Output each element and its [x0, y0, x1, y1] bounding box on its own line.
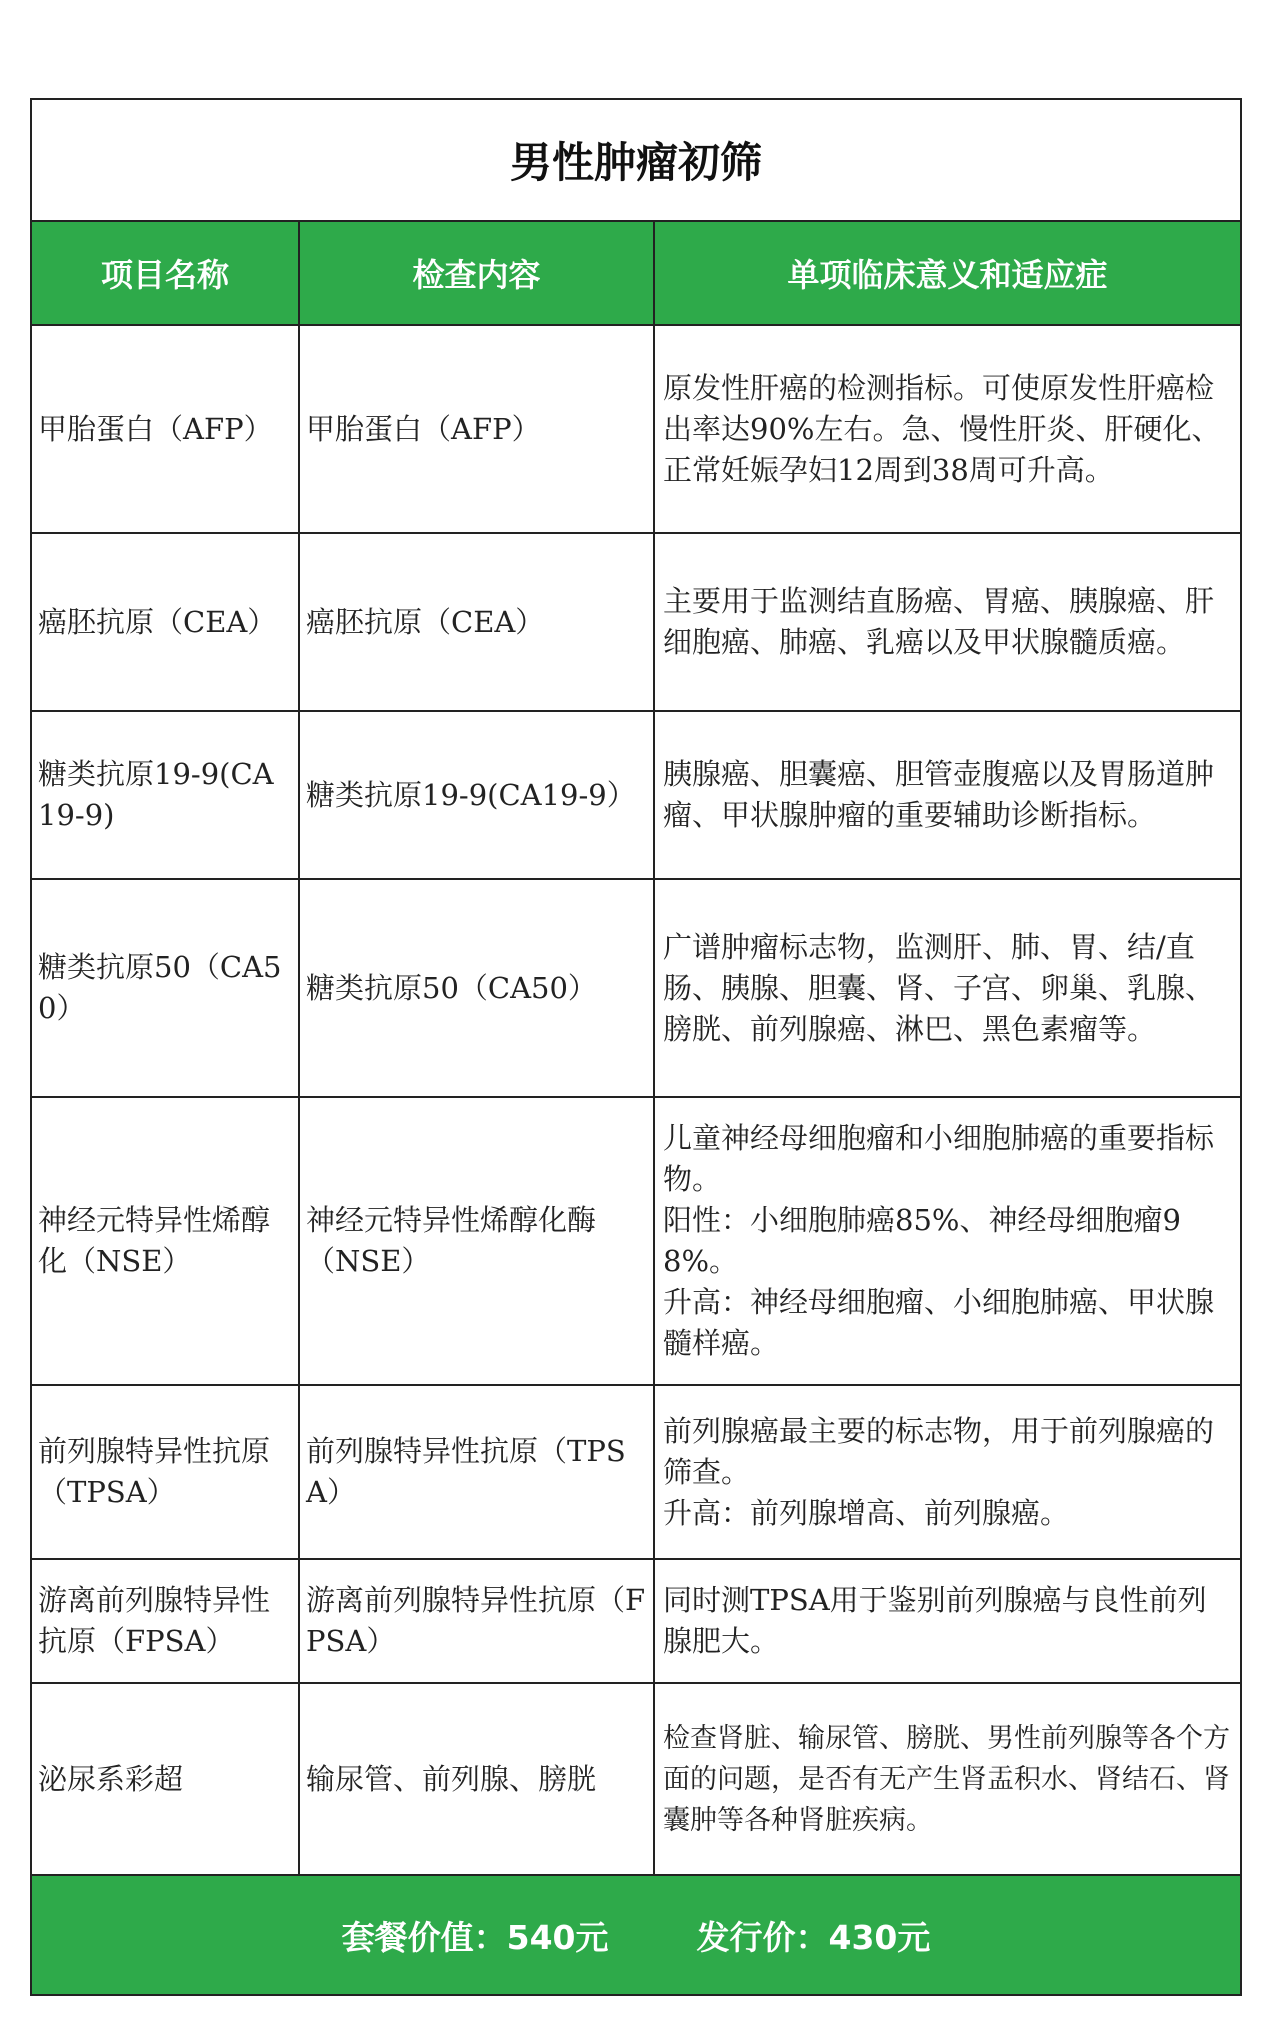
table-row — [32, 1559, 1240, 1683]
meaning-line: 升高：神经母细胞瘤、小细胞肺癌、甲状腺髓样癌。 — [663, 1285, 1215, 1360]
clinical-meaning-cell — [654, 325, 1240, 533]
table-row — [32, 533, 1240, 711]
clinical-meaning-cell — [654, 879, 1240, 1097]
meaning-line: 广谱肿瘤标志物，监测肝、肺、胃、结/直肠、胰腺、胆囊、肾、子宫、卵巢、乳腺、膀胱、前列腺癌、淋巴、黑色素瘤等。 — [663, 929, 1215, 1046]
item-name-cell: 泌尿系彩超 — [32, 1683, 299, 1875]
header-item-name: 项目名称 — [32, 222, 299, 325]
exam-content-cell: 甲胎蛋白（AFP） — [299, 325, 654, 533]
item-name-cell: 游离前列腺特异性抗原（FPSA） — [32, 1559, 299, 1683]
table-row — [32, 711, 1240, 879]
meaning-line: 阳性：小细胞肺癌85%、神经母细胞瘤98%。 — [663, 1203, 1181, 1278]
package-value: 套餐价值：540元 — [341, 1917, 609, 1957]
table-row — [32, 325, 1240, 533]
meaning-line: 升高：前列腺增高、前列腺癌。 — [663, 1495, 1070, 1530]
exam-content-cell: 前列腺特异性抗原（TPSA） — [299, 1385, 654, 1559]
item-name-cell: 糖类抗原50（CA50） — [32, 879, 299, 1097]
meaning-line: 原发性肝癌的检测指标。可使原发性肝癌检出率达90%左右。急、慢性肝炎、肝硬化、正常妊娠孕妇12周到38周可升高。 — [663, 370, 1221, 487]
package-table-card — [30, 98, 1242, 1996]
exam-content-cell: 游离前列腺特异性抗原（FPSA） — [299, 1559, 654, 1683]
item-name-cell: 神经元特异性烯醇化（NSE） — [32, 1097, 299, 1385]
meaning-line: 同时测TPSA用于鉴别前列腺癌与良性前列腺肥大。 — [663, 1583, 1207, 1658]
item-name-cell: 糖类抗原19-9(CA19-9) — [32, 711, 299, 879]
item-name-cell: 癌胚抗原（CEA） — [32, 533, 299, 711]
exam-content-cell: 糖类抗原19-9(CA19-9） — [299, 711, 654, 879]
meaning-line: 胰腺癌、胆囊癌、胆管壶腹癌以及胃肠道肿瘤、甲状腺肿瘤的重要辅助诊断指标。 — [663, 757, 1215, 832]
clinical-meaning-cell — [654, 1097, 1240, 1385]
table-row — [32, 879, 1240, 1097]
meaning-line: 儿童神经母细胞瘤和小细胞肺癌的重要指标物。 — [663, 1121, 1215, 1196]
item-name-cell: 前列腺特异性抗原（TPSA） — [32, 1385, 299, 1559]
header-exam-content: 检查内容 — [299, 222, 654, 325]
meaning-line: 前列腺癌最主要的标志物，用于前列腺癌的筛查。 — [663, 1413, 1215, 1489]
table-header-row — [32, 222, 1240, 325]
clinical-meaning-cell — [654, 1683, 1240, 1875]
exam-content-cell: 糖类抗原50（CA50） — [299, 879, 654, 1097]
exam-table — [32, 222, 1240, 1876]
price-footer — [32, 1876, 1240, 1994]
meaning-line: 检查肾脏、输尿管、膀胱、男性前列腺等各个方面的问题，是否有无产生肾盂积水、肾结石、肾囊肿等各种肾脏疾病。 — [663, 1722, 1230, 1836]
exam-content-cell: 神经元特异性烯醇化酶（NSE） — [299, 1097, 654, 1385]
meaning-line: 主要用于监测结直肠癌、胃癌、胰腺癌、肝细胞癌、肺癌、乳癌以及甲状腺髓质癌。 — [663, 584, 1215, 659]
page-title: 男性肿瘤初筛 — [32, 100, 1240, 222]
exam-content-cell: 癌胚抗原（CEA） — [299, 533, 654, 711]
table-row — [32, 1385, 1240, 1559]
header-clinical-meaning: 单项临床意义和适应症 — [654, 222, 1240, 325]
item-name-cell: 甲胎蛋白（AFP） — [32, 325, 299, 533]
clinical-meaning-cell — [654, 1559, 1240, 1683]
clinical-meaning-cell — [654, 533, 1240, 711]
table-row — [32, 1097, 1240, 1385]
table-row — [32, 1683, 1240, 1875]
exam-content-cell: 输尿管、前列腺、膀胱 — [299, 1683, 654, 1875]
clinical-meaning-cell — [654, 1385, 1240, 1559]
issue-price: 发行价：430元 — [696, 1917, 931, 1957]
clinical-meaning-cell — [654, 711, 1240, 879]
